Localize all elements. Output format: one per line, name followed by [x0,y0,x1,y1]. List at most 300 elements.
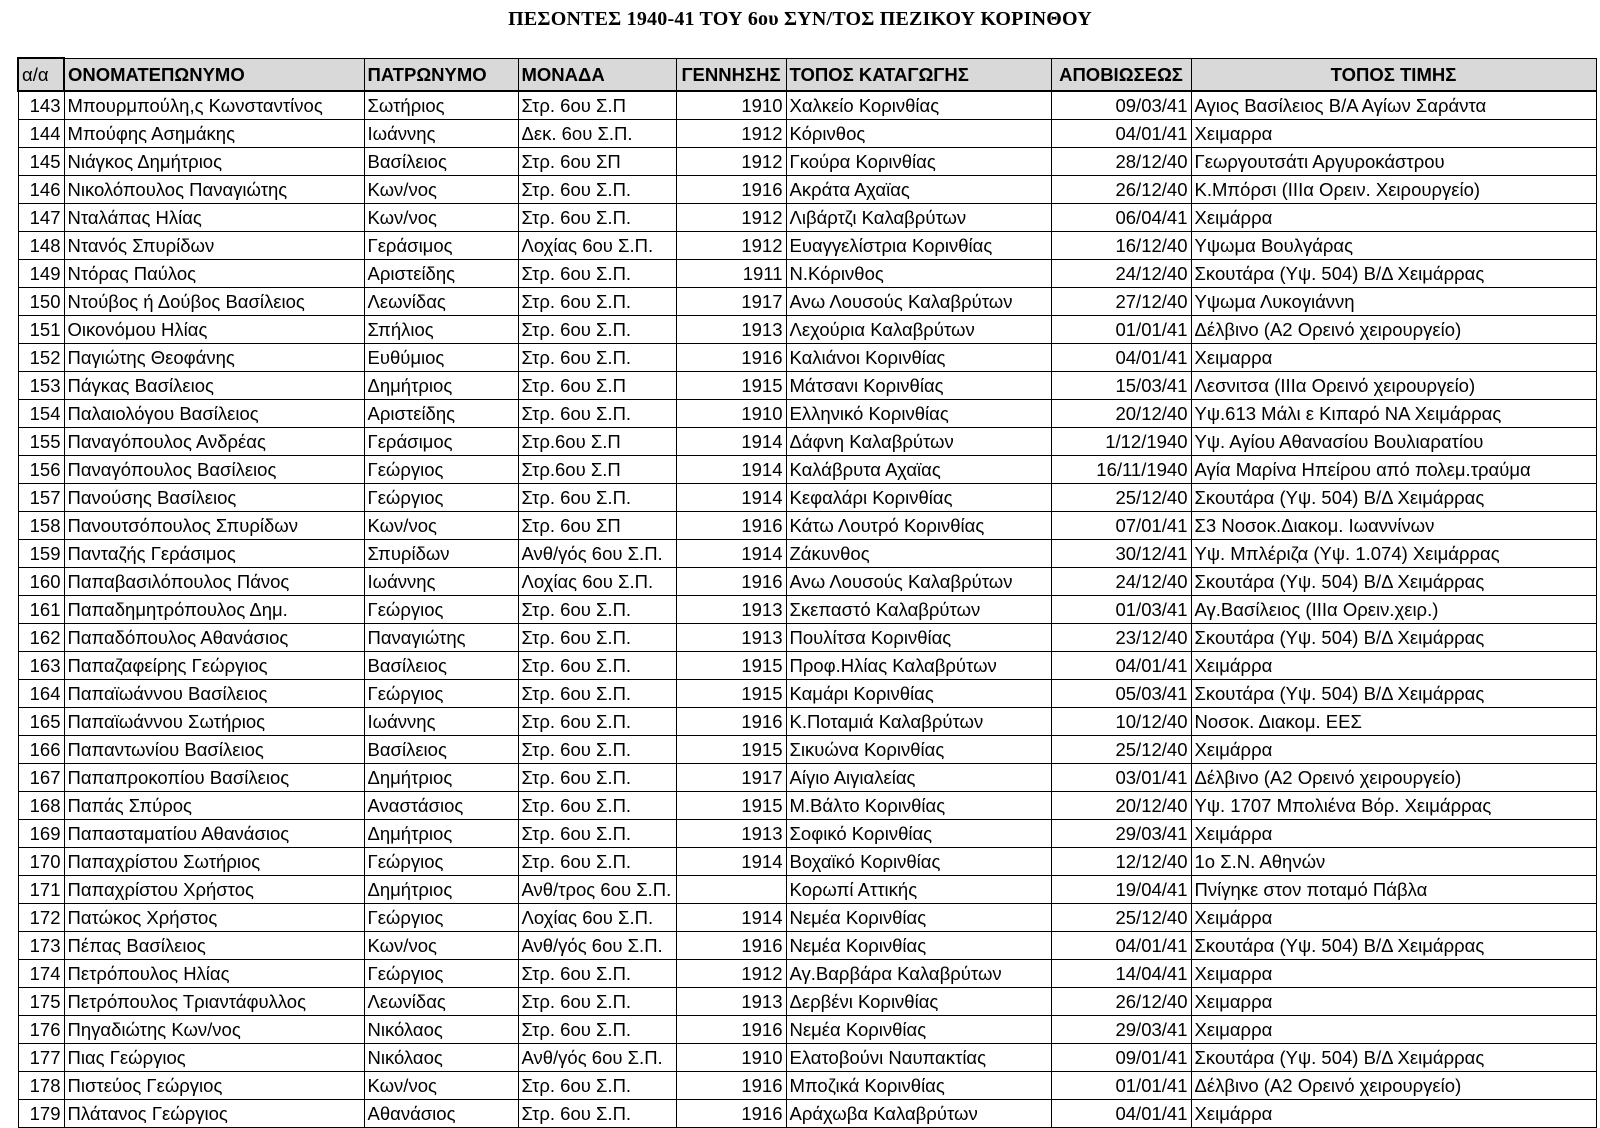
cell-place-of-honor: Χειμαρρα [1191,120,1596,148]
cell-origin: Νεμέα Κορινθίας [786,932,1051,960]
table-row [18,148,1596,176]
cell-place-of-honor: Υψωμα Βουλγάρας [1191,232,1596,260]
cell-unit: Στρ. 6ου Σ.Π. [518,680,676,708]
cell-patronymic: Γεώργιος [364,484,518,512]
cell-name: Παπασταματίου Αθανάσιος [64,820,364,848]
cell-aa: 166 [18,736,64,764]
cell-aa: 145 [18,148,64,176]
column-header-unit: ΜΟΝΑΔΑ [518,58,676,91]
cell-patronymic: Σπυρίδων [364,540,518,568]
cell-unit: Λοχίας 6ου Σ.Π. [518,568,676,596]
cell-death-date: 20/12/40 [1051,400,1191,428]
cell-name: Πάγκας Βασίλειος [64,372,364,400]
cell-unit: Στρ. 6ου Σ.Π. [518,1100,676,1128]
cell-patronymic: Βασίλειος [364,652,518,680]
cell-origin: Σκεπαστό Καλαβρύτων [786,596,1051,624]
cell-origin: Γκούρα Κορινθίας [786,148,1051,176]
cell-place-of-honor: Σκουτάρα (Υψ. 504) Β/Δ Χειμάρρας [1191,484,1596,512]
cell-patronymic: Νικόλαος [364,1016,518,1044]
cell-unit: Στρ. 6ου Σ.Π. [518,764,676,792]
cell-patronymic: Βασίλειος [364,736,518,764]
table-row [18,288,1596,316]
table-row [18,820,1596,848]
cell-origin: Ευαγγελίστρια Κορινθίας [786,232,1051,260]
cell-patronymic: Αριστείδης [364,260,518,288]
cell-patronymic: Κων/νος [364,1072,518,1100]
cell-death-date: 26/12/40 [1051,988,1191,1016]
cell-name: Παπαϊωάννου Βασίλειος [64,680,364,708]
cell-aa: 155 [18,428,64,456]
cell-place-of-honor: Χειμάρρα [1191,904,1596,932]
cell-origin: Σικυώνα Κορινθίας [786,736,1051,764]
cell-patronymic: Νικόλαος [364,1044,518,1072]
table-row [18,764,1596,792]
cell-place-of-honor: Χειμαρρα [1191,344,1596,372]
cell-unit: Στρ. 6ου Σ.Π. [518,1016,676,1044]
cell-origin: Μποζικά Κορινθίας [786,1072,1051,1100]
cell-origin: Ακράτα Αχαϊας [786,176,1051,204]
cell-name: Παλαιολόγου Βασίλειος [64,400,364,428]
cell-place-of-honor: Δέλβινο (Α2 Ορεινό χειρουργείο) [1191,764,1596,792]
cell-death-date: 07/01/41 [1051,512,1191,540]
cell-name: Παπαζαφείρης Γεώργιος [64,652,364,680]
cell-origin: Νεμέα Κορινθίας [786,904,1051,932]
cell-patronymic: Αριστείδης [364,400,518,428]
cell-death-date: 16/12/40 [1051,232,1191,260]
cell-death-date: 09/03/41 [1051,91,1191,120]
cell-place-of-honor: Σκουτάρα (Υψ. 504) Β/Δ Χειμάρρας [1191,680,1596,708]
cell-patronymic: Σπήλιος [364,316,518,344]
column-header-patronymic: ΠΑΤΡΩΝΥΜΟ [364,58,518,91]
cell-death-date: 29/03/41 [1051,1016,1191,1044]
cell-aa: 163 [18,652,64,680]
cell-aa: 164 [18,680,64,708]
cell-unit: Στρ. 6ου Σ.Π. [518,652,676,680]
cell-patronymic: Γεώργιος [364,960,518,988]
cell-unit: Στρ. 6ου Σ.Π [518,372,676,400]
cell-name: Πιστεύος Γεώργιος [64,1072,364,1100]
cell-origin: Αίγιο Αιγιαλείας [786,764,1051,792]
table-row [18,1100,1596,1128]
cell-aa: 177 [18,1044,64,1072]
cell-name: Νταλάπας Ηλίας [64,204,364,232]
cell-name: Νικολόπουλος Παναγιώτης [64,176,364,204]
cell-death-date: 04/01/41 [1051,120,1191,148]
cell-patronymic: Αναστάσιος [364,792,518,820]
cell-aa: 148 [18,232,64,260]
cell-unit: Στρ. 6ου Σ.Π. [518,708,676,736]
cell-death-date: 12/12/40 [1051,848,1191,876]
cell-death-date: 20/12/40 [1051,792,1191,820]
cell-name: Πατώκος Χρήστος [64,904,364,932]
table-row [18,932,1596,960]
cell-patronymic: Δημήτριος [364,876,518,904]
cell-unit: Στρ. 6ου Σ.Π. [518,204,676,232]
cell-place-of-honor: Δέλβινο (Α2 Ορεινό χειρουργείο) [1191,316,1596,344]
cell-origin: Ζάκυνθος [786,540,1051,568]
cell-place-of-honor: Γεωργουτσάτι Αργυροκάστρου [1191,148,1596,176]
cell-patronymic: Λεωνίδας [364,988,518,1016]
cell-unit: Λοχίας 6ου Σ.Π. [518,232,676,260]
table-row [18,596,1596,624]
cell-name: Παπαντωνίου Βασίλειος [64,736,364,764]
cell-place-of-honor: Υψ. Μπλέριζα (Υψ. 1.074) Χειμάρρας [1191,540,1596,568]
table-row [18,372,1596,400]
cell-unit: Στρ. 6ου Σ.Π. [518,176,676,204]
cell-name: Μπούφης Ασημάκης [64,120,364,148]
cell-patronymic: Δημήτριος [364,820,518,848]
cell-unit: Στρ. 6ου Σ.Π. [518,400,676,428]
cell-aa: 151 [18,316,64,344]
cell-birth-year: 1914 [676,848,786,876]
cell-place-of-honor: Αγία Μαρίνα Ηπείρου από πολεμ.τραύμα [1191,456,1596,484]
cell-origin: Βοχαϊκό Κορινθίας [786,848,1051,876]
table-row [18,232,1596,260]
table-row [18,120,1596,148]
column-header-place-of-honor: ΤΟΠΟΣ ΤΙΜΗΣ [1191,58,1596,91]
cell-place-of-honor: Σκουτάρα (Υψ. 504) Β/Δ Χειμάρρας [1191,568,1596,596]
cell-origin: Χαλκείο Κορινθίας [786,91,1051,120]
cell-aa: 175 [18,988,64,1016]
cell-birth-year: 1914 [676,428,786,456]
cell-aa: 143 [18,91,64,120]
cell-name: Μπουρμπούλη,ς Κωνσταντίνος [64,91,364,120]
cell-aa: 168 [18,792,64,820]
cell-birth-year: 1912 [676,120,786,148]
cell-origin: Μάτσανι Κορινθίας [786,372,1051,400]
cell-origin: Ν.Κόρινθος [786,260,1051,288]
cell-death-date: 14/04/41 [1051,960,1191,988]
cell-origin: Αράχωβα Καλαβρύτων [786,1100,1051,1128]
cell-patronymic: Γεώργιος [364,848,518,876]
cell-name: Πανουτσόπουλος Σπυρίδων [64,512,364,540]
cell-name: Ντούβος ή Δούβος Βασίλειος [64,288,364,316]
cell-birth-year [676,876,786,904]
cell-unit: Ανθ/τρος 6ου Σ.Π. [518,876,676,904]
cell-aa: 176 [18,1016,64,1044]
cell-death-date: 04/01/41 [1051,344,1191,372]
cell-place-of-honor: Χειμάρρα [1191,204,1596,232]
cell-place-of-honor: Χειμάρρα [1191,820,1596,848]
cell-unit: Στρ. 6ου Σ.Π [518,91,676,120]
cell-birth-year: 1911 [676,260,786,288]
table-row [18,652,1596,680]
cell-origin: Κεφαλάρι Κορινθίας [786,484,1051,512]
cell-place-of-honor: Χειμαρρα [1191,988,1596,1016]
cell-birth-year: 1912 [676,960,786,988]
cell-aa: 149 [18,260,64,288]
cell-birth-year: 1916 [676,512,786,540]
cell-origin: Προφ.Ηλίας Καλαβρύτων [786,652,1051,680]
cell-birth-year: 1917 [676,288,786,316]
table-row [18,1044,1596,1072]
cell-aa: 171 [18,876,64,904]
cell-death-date: 24/12/40 [1051,260,1191,288]
cell-unit: Στρ. 6ου Σ.Π. [518,960,676,988]
cell-name: Πετρόπουλος Ηλίας [64,960,364,988]
casualty-table [17,57,1597,1128]
cell-patronymic: Γεώργιος [364,680,518,708]
cell-place-of-honor: Χειμάρρα [1191,1100,1596,1128]
cell-birth-year: 1913 [676,316,786,344]
cell-birth-year: 1915 [676,372,786,400]
cell-birth-year: 1914 [676,456,786,484]
cell-patronymic: Κων/νος [364,176,518,204]
cell-death-date: 09/01/41 [1051,1044,1191,1072]
cell-unit: Στρ. 6ου Σ.Π. [518,484,676,512]
cell-patronymic: Ιωάννης [364,120,518,148]
cell-name: Παπαβασιλόπουλος Πάνος [64,568,364,596]
table-row [18,176,1596,204]
cell-aa: 179 [18,1100,64,1128]
cell-patronymic: Γεώργιος [364,904,518,932]
cell-origin: Νεμέα Κορινθίας [786,1016,1051,1044]
cell-unit: Στρ. 6ου Σ.Π. [518,344,676,372]
cell-name: Πλάτανος Γεώργιος [64,1100,364,1128]
cell-aa: 162 [18,624,64,652]
cell-patronymic: Κων/νος [364,512,518,540]
cell-birth-year: 1914 [676,540,786,568]
cell-aa: 150 [18,288,64,316]
cell-birth-year: 1916 [676,932,786,960]
cell-patronymic: Γεράσιμος [364,232,518,260]
cell-death-date: 10/12/40 [1051,708,1191,736]
cell-death-date: 23/12/40 [1051,624,1191,652]
cell-birth-year: 1910 [676,400,786,428]
cell-birth-year: 1913 [676,988,786,1016]
cell-origin: Λιβάρτζι Καλαβρύτων [786,204,1051,232]
cell-death-date: 04/01/41 [1051,652,1191,680]
cell-patronymic: Γεώργιος [364,596,518,624]
cell-birth-year: 1913 [676,596,786,624]
cell-aa: 172 [18,904,64,932]
cell-birth-year: 1914 [676,484,786,512]
cell-death-date: 1/12/1940 [1051,428,1191,456]
cell-death-date: 30/12/41 [1051,540,1191,568]
cell-aa: 144 [18,120,64,148]
cell-birth-year: 1916 [676,708,786,736]
cell-origin: Καλιάνοι Κορινθίας [786,344,1051,372]
cell-name: Παπαδημητρόπουλος Δημ. [64,596,364,624]
cell-place-of-honor: Σκουτάρα (Υψ. 504) Β/Δ Χειμάρρας [1191,1044,1596,1072]
cell-death-date: 04/01/41 [1051,1100,1191,1128]
cell-death-date: 26/12/40 [1051,176,1191,204]
cell-unit: Λοχίας 6ου Σ.Π. [518,904,676,932]
cell-place-of-honor: Υψ. Αγίου Αθανασίου Βουλιαρατίου [1191,428,1596,456]
cell-death-date: 15/03/41 [1051,372,1191,400]
table-row [18,91,1596,120]
cell-aa: 167 [18,764,64,792]
cell-aa: 147 [18,204,64,232]
cell-place-of-honor: Υψωμα Λυκογιάννη [1191,288,1596,316]
table-row [18,316,1596,344]
cell-name: Παπαχρίστου Σωτήριος [64,848,364,876]
cell-unit: Στρ. 6ου Σ.Π. [518,288,676,316]
cell-death-date: 01/03/41 [1051,596,1191,624]
cell-unit: Στρ. 6ου ΣΠ [518,512,676,540]
cell-death-date: 01/01/41 [1051,316,1191,344]
cell-birth-year: 1916 [676,176,786,204]
cell-birth-year: 1915 [676,680,786,708]
cell-unit: Στρ. 6ου Σ.Π. [518,1072,676,1100]
cell-origin: Δάφνη Καλαβρύτων [786,428,1051,456]
cell-name: Παναγόπουλος Βασίλειος [64,456,364,484]
table-row [18,484,1596,512]
cell-aa: 178 [18,1072,64,1100]
column-header-birth: ΓΕΝΝΗΣΗΣ [676,58,786,91]
table-row [18,680,1596,708]
cell-unit: Στρ. 6ου Σ.Π. [518,848,676,876]
cell-name: Πανταζής Γεράσιμος [64,540,364,568]
cell-unit: Στρ. 6ου Σ.Π. [518,820,676,848]
cell-aa: 154 [18,400,64,428]
cell-patronymic: Σωτήριος [364,91,518,120]
cell-patronymic: Ιωάννης [364,568,518,596]
cell-patronymic: Αθανάσιος [364,1100,518,1128]
cell-death-date: 16/11/1940 [1051,456,1191,484]
cell-place-of-honor: Χειμαρρα [1191,1016,1596,1044]
table-row [18,428,1596,456]
table-row [18,400,1596,428]
cell-aa: 157 [18,484,64,512]
cell-birth-year: 1912 [676,232,786,260]
cell-patronymic: Ιωάννης [364,708,518,736]
cell-aa: 173 [18,932,64,960]
cell-birth-year: 1916 [676,1100,786,1128]
cell-name: Οικονόμου Ηλίας [64,316,364,344]
table-row [18,792,1596,820]
cell-unit: Στρ.6ου Σ.Π [518,428,676,456]
cell-death-date: 05/03/41 [1051,680,1191,708]
table-row [18,876,1596,904]
cell-death-date: 19/04/41 [1051,876,1191,904]
cell-place-of-honor: Σκουτάρα (Υψ. 504) Β/Δ Χειμάρρας [1191,932,1596,960]
cell-birth-year: 1916 [676,1072,786,1100]
cell-aa: 169 [18,820,64,848]
cell-origin: Δερβένι Κορινθίας [786,988,1051,1016]
cell-patronymic: Λεωνίδας [364,288,518,316]
cell-place-of-honor: Νοσοκ. Διακομ. ΕΕΣ [1191,708,1596,736]
cell-place-of-honor: 1ο Σ.Ν. Αθηνών [1191,848,1596,876]
cell-death-date: 25/12/40 [1051,904,1191,932]
cell-death-date: 01/01/41 [1051,1072,1191,1100]
cell-patronymic: Ευθύμιος [364,344,518,372]
cell-birth-year: 1915 [676,652,786,680]
cell-name: Πετρόπουλος Τριαντάφυλλος [64,988,364,1016]
cell-unit: Στρ. 6ου Σ.Π. [518,316,676,344]
cell-aa: 156 [18,456,64,484]
cell-origin: Ελατοβούνι Ναυπακτίας [786,1044,1051,1072]
cell-birth-year: 1913 [676,624,786,652]
cell-origin: Σοφικό Κορινθίας [786,820,1051,848]
cell-origin: Καμάρι Κορινθίας [786,680,1051,708]
cell-origin: Ελληνικό Κορινθίας [786,400,1051,428]
cell-aa: 161 [18,596,64,624]
cell-name: Παπαδόπουλος Αθανάσιος [64,624,364,652]
cell-aa: 160 [18,568,64,596]
cell-death-date: 24/12/40 [1051,568,1191,596]
cell-unit: Στρ.6ου Σ.Π [518,456,676,484]
cell-birth-year: 1910 [676,91,786,120]
table-row [18,988,1596,1016]
cell-death-date: 27/12/40 [1051,288,1191,316]
cell-death-date: 06/04/41 [1051,204,1191,232]
cell-unit: Στρ. 6ου Σ.Π. [518,624,676,652]
cell-unit: Ανθ/γός 6ου Σ.Π. [518,540,676,568]
cell-place-of-honor: Χειμαρρα [1191,960,1596,988]
cell-birth-year: 1917 [676,764,786,792]
cell-aa: 152 [18,344,64,372]
table-row [18,204,1596,232]
cell-name: Παπαπροκοπίου Βασίλειος [64,764,364,792]
cell-name: Παναγόπουλος Ανδρέας [64,428,364,456]
cell-origin: Κόρινθος [786,120,1051,148]
cell-birth-year: 1915 [676,792,786,820]
table-row [18,708,1596,736]
cell-unit: Δεκ. 6ου Σ.Π. [518,120,676,148]
cell-name: Πέπας Βασίλειος [64,932,364,960]
table-row [18,736,1596,764]
cell-place-of-honor: Αγ.Βασίλειος (ΙΙΙα Ορειν.χειρ.) [1191,596,1596,624]
cell-origin: Κάτω Λουτρό Κορινθίας [786,512,1051,540]
column-header-name: ΟΝΟΜΑΤΕΠΩΝΥΜΟ [64,58,364,91]
cell-birth-year: 1916 [676,344,786,372]
cell-place-of-honor: Λεσνιτσα (ΙΙΙα Ορεινό χειρουργείο) [1191,372,1596,400]
cell-death-date: 25/12/40 [1051,484,1191,512]
cell-place-of-honor: Χειμάρρα [1191,652,1596,680]
table-row [18,960,1596,988]
cell-origin: Μ.Βάλτο Κορινθίας [786,792,1051,820]
cell-birth-year: 1916 [676,568,786,596]
cell-death-date: 25/12/40 [1051,736,1191,764]
cell-place-of-honor: Σκουτάρα (Υψ. 504) Β/Δ Χειμάρρας [1191,260,1596,288]
cell-patronymic: Κων/νος [364,204,518,232]
cell-place-of-honor: Υψ.613 Μάλι ε Κιπαρό ΝΑ Χειμάρρας [1191,400,1596,428]
cell-unit: Στρ. 6ου ΣΠ [518,148,676,176]
cell-birth-year: 1910 [676,1044,786,1072]
table-row [18,568,1596,596]
cell-name: Ντόρας Παύλος [64,260,364,288]
table-row [18,456,1596,484]
cell-aa: 165 [18,708,64,736]
cell-birth-year: 1912 [676,148,786,176]
cell-aa: 158 [18,512,64,540]
table-row [18,540,1596,568]
cell-aa: 159 [18,540,64,568]
cell-place-of-honor: Σ3 Νοσοκ.Διακομ. Ιωαννίνων [1191,512,1596,540]
cell-origin: Καλάβρυτα Αχαϊας [786,456,1051,484]
table-body [18,91,1596,1128]
cell-origin: Ανω Λουσούς Καλαβρύτων [786,288,1051,316]
cell-death-date: 29/03/41 [1051,820,1191,848]
cell-aa: 146 [18,176,64,204]
cell-place-of-honor: Χειμάρρα [1191,736,1596,764]
cell-place-of-honor: Κ.Μπόρσι (ΙΙΙα Ορειν. Χειρουργείο) [1191,176,1596,204]
cell-name: Παπάς Σπύρος [64,792,364,820]
table-row [18,512,1596,540]
column-header-aa: α/α [18,58,64,91]
cell-unit: Ανθ/γός 6ου Σ.Π. [518,932,676,960]
cell-place-of-honor: Δέλβινο (Α2 Ορεινό χειρουργείο) [1191,1072,1596,1100]
cell-patronymic: Δημήτριος [364,372,518,400]
cell-name: Πανούσης Βασίλειος [64,484,364,512]
cell-origin: Ανω Λουσούς Καλαβρύτων [786,568,1051,596]
cell-death-date: 28/12/40 [1051,148,1191,176]
cell-patronymic: Γεώργιος [364,456,518,484]
cell-unit: Στρ. 6ου Σ.Π. [518,260,676,288]
column-header-origin: ΤΟΠΟΣ ΚΑΤΑΓΩΓΗΣ [786,58,1051,91]
cell-aa: 174 [18,960,64,988]
